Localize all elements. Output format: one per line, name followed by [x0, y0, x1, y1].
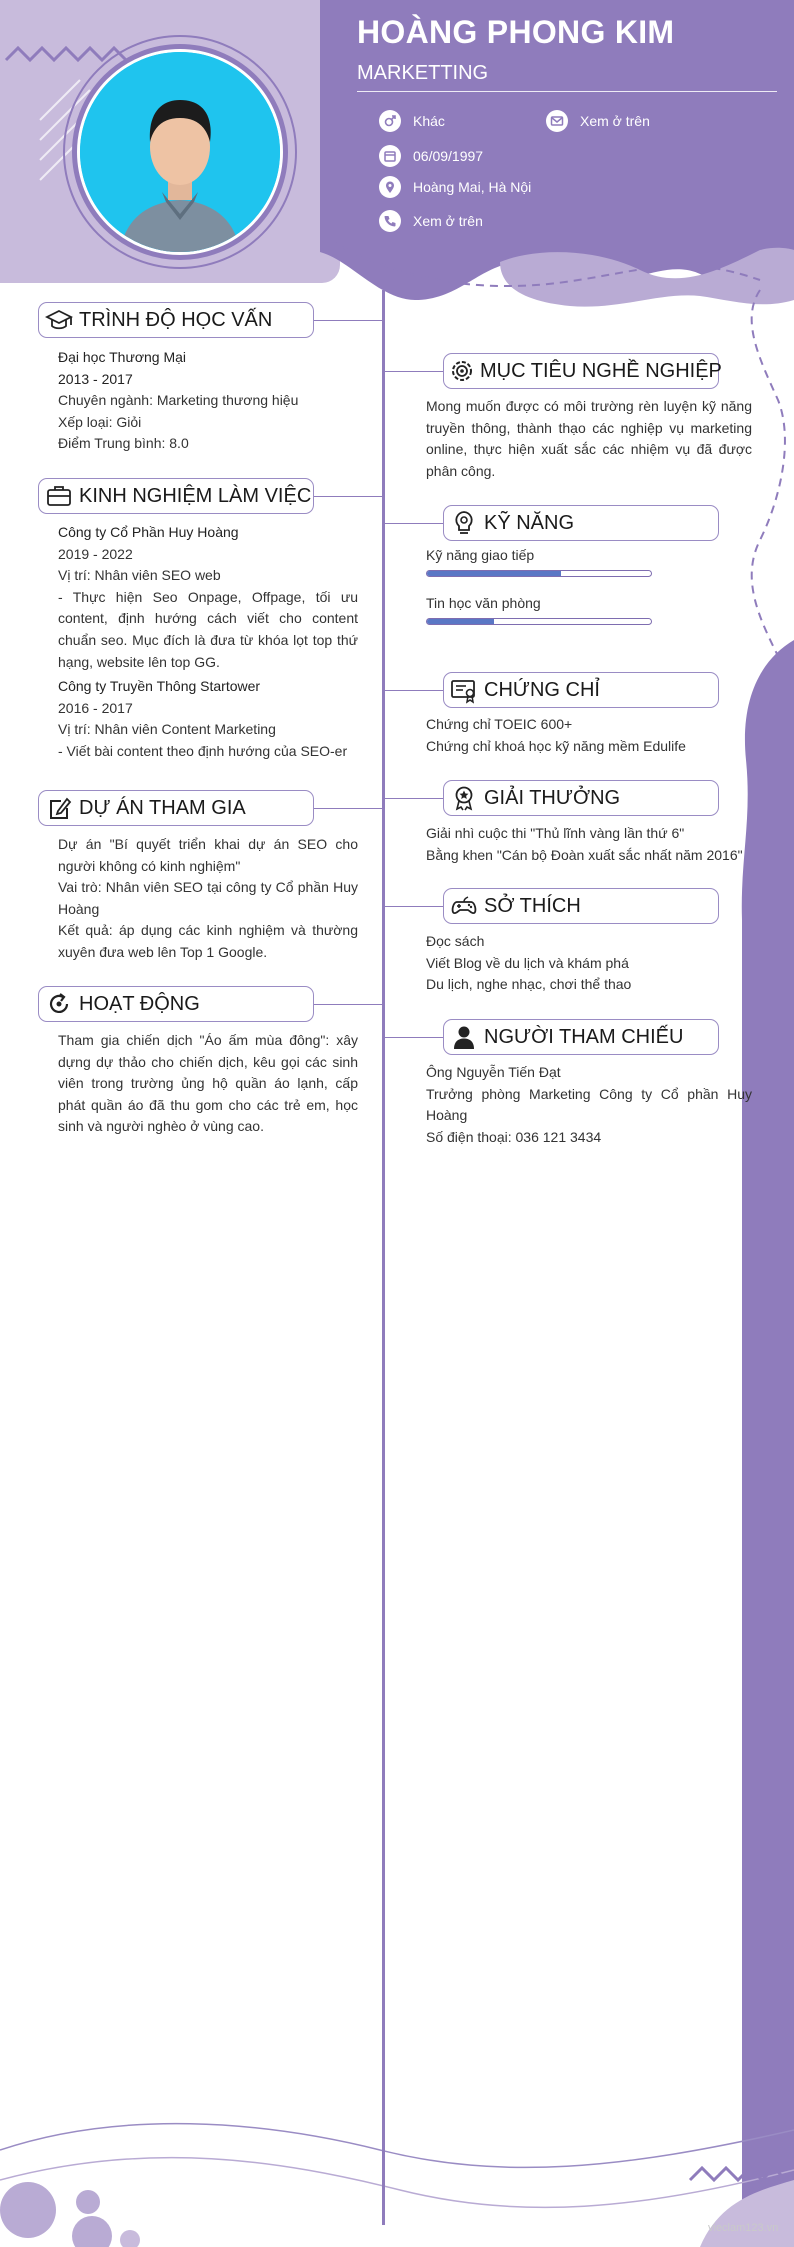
projects-connector: [312, 808, 382, 809]
education-period: 2013 - 2017: [58, 370, 133, 387]
job-position: Vị trí: Nhân viên Content Marketing: [58, 721, 276, 738]
project-line: Dự án "Bí quyết triển khai dự án SEO cho người không có kinh nghiệm": [58, 836, 358, 874]
experience-connector: [312, 496, 382, 497]
watermark: vieclam123.vn: [708, 2222, 779, 2234]
references-title: NGƯỜI THAM CHIẾU: [484, 1025, 684, 1048]
hobbies-body: [426, 931, 746, 996]
phone-icon: [379, 210, 401, 232]
job-period: 2016 - 2017: [58, 699, 133, 716]
award-item: Giải nhì cuộc thi "Thủ lĩnh vàng lần thứ 6": [426, 825, 685, 841]
awards-header: [443, 780, 719, 816]
job-position: Vị trí: Nhân viên SEO web: [58, 567, 221, 584]
location-pin-icon: [379, 176, 401, 198]
reference-position: Trưởng phòng Marketing Công ty Cổ phần Huy Hoàng: [426, 1085, 752, 1124]
project-line: Vai trò: Nhân viên SEO tại công ty Cổ phần Huy Hoàng: [58, 879, 358, 917]
hobby-item: Du lịch, nghe nhạc, chơi thể thao: [426, 976, 632, 993]
certificate-icon: [448, 674, 480, 706]
education-title: TRÌNH ĐỘ HỌC VẤN: [79, 308, 273, 331]
timeline-line: [382, 290, 385, 2225]
references-header: [443, 1019, 719, 1055]
medal-icon: [448, 782, 480, 814]
email-value[interactable]: Xem ở trên: [580, 113, 650, 129]
education-header: [38, 302, 314, 338]
avatar: [80, 52, 280, 252]
skill-name: Tin học văn phòng: [426, 595, 541, 611]
education-school: Đại học Thương Mại: [58, 349, 187, 365]
gender-icon: [379, 110, 401, 132]
references-body: [426, 1062, 752, 1148]
gender-value: Khác: [413, 113, 445, 129]
experience-header: [38, 478, 314, 514]
lightbulb-icon: [448, 507, 480, 539]
activities-header: [38, 986, 314, 1022]
birthday-row: [379, 145, 483, 167]
job-description: - Thực hiện Seo Onpage, Offpage, tối ưu content, định hướng cách viết cho content chuẩn seo. Mục đích là đưa từ khóa lọt top thứ hạng, website lên top GG.: [58, 588, 358, 670]
education-rank: Xếp loại: Giỏi: [58, 413, 142, 430]
skill-bar-fill: [427, 619, 494, 624]
address-row: [379, 176, 531, 198]
job-company: Công ty Cổ Phần Huy Hoàng: [58, 524, 239, 540]
projects-title: DỰ ÁN THAM GIA: [79, 796, 246, 819]
projects-body: [58, 834, 358, 964]
project-line: Kết quả: áp dụng các kinh nghiệm và thường xuyên đưa web lên Top 1 Google.: [58, 922, 358, 960]
gender-row: [379, 110, 445, 132]
skills-header: [443, 505, 719, 541]
phone-value[interactable]: Xem ở trên: [413, 213, 483, 229]
certificate-item: Chứng chỉ TOEIC 600+: [426, 716, 573, 732]
objective-connector: [385, 371, 445, 372]
awards-connector: [385, 798, 445, 799]
skills-title: KỸ NĂNG: [484, 511, 575, 534]
activities-text: Tham gia chiến dịch "Áo ấm mùa đông": xây dựng dự thảo cho chiến dịch, kêu gọi các sinh viên trong trường ủng hộ quần áo lạnh, cấp phát quần áo đã thu gom cho các trẻ em, học sinh và người nghèo ở vùng cao.: [58, 1032, 358, 1135]
job-period: 2019 - 2022: [58, 545, 133, 562]
award-item: Bằng khen "Cán bộ Đoàn xuất sắc nhất năm 2016": [426, 846, 743, 863]
objective-text: Mong muốn được có môi trường rèn luyện kỹ năng truyền thông, thành thạo các nghiệp vụ marketing online, thực hiện xuất sắc các nhiệm vụ đã được phân công.: [426, 398, 752, 479]
certificates-body: [426, 714, 746, 757]
certificates-connector: [385, 690, 445, 691]
awards-body: [426, 823, 752, 866]
certificate-item: Chứng chỉ khoá học kỹ năng mềm Edulife: [426, 737, 686, 754]
education-body: [58, 347, 320, 455]
certificates-title: CHỨNG CHỈ: [484, 678, 600, 701]
refresh-icon: [43, 988, 75, 1020]
references-connector: [385, 1037, 445, 1038]
education-major: Chuyên ngành: Marketing thương hiệu: [58, 392, 299, 409]
pencil-square-icon: [43, 792, 75, 824]
reference-name: Ông Nguyễn Tiến Đạt: [426, 1064, 561, 1080]
hobbies-connector: [385, 906, 445, 907]
projects-header: [38, 790, 314, 826]
activities-connector: [312, 1004, 382, 1005]
address-value: Hoàng Mai, Hà Nội: [413, 179, 532, 195]
objective-header: [443, 353, 722, 389]
email-icon: [546, 110, 568, 132]
email-row: [546, 110, 650, 132]
job-description: - Viết bài content theo định hướng của SEO-er: [58, 742, 348, 759]
certificates-header: [443, 672, 719, 708]
phone-row: [379, 210, 483, 232]
objective-title: MỤC TIÊU NGHỀ NGHIỆP: [480, 359, 722, 382]
awards-title: GIẢI THƯỞNG: [484, 786, 621, 809]
skill-bar: [426, 618, 652, 625]
skill-bar: [426, 570, 652, 577]
graduation-cap-icon: [43, 304, 75, 336]
experience-title: KINH NGHIỆM LÀM VIỆC: [79, 484, 312, 507]
education-connector: [312, 320, 382, 321]
briefcase-icon: [43, 480, 75, 512]
calendar-icon: [379, 145, 401, 167]
candidate-name: HOÀNG PHONG KIM: [357, 14, 675, 50]
activities-title: HOẠT ĐỘNG: [79, 992, 200, 1015]
hobby-item: Viết Blog về du lịch và khám phá: [426, 954, 629, 971]
person-icon: [448, 1021, 480, 1053]
job-company: Công ty Truyền Thông Startower: [58, 678, 261, 695]
gamepad-icon: [448, 890, 480, 922]
reference-phone: Số điện thoại: 036 121 3434: [426, 1128, 602, 1145]
target-gear-icon: [448, 355, 476, 387]
education-gpa: Điểm Trung bình: 8.0: [58, 435, 189, 452]
skill-bar-fill: [427, 571, 561, 576]
hobby-item: Đọc sách: [426, 933, 485, 949]
experience-body: [58, 522, 358, 763]
candidate-role: MARKETTING: [357, 62, 777, 92]
hobbies-header: [443, 888, 719, 924]
hobbies-title: SỞ THÍCH: [484, 894, 581, 917]
skill-name: Kỹ năng giao tiếp: [426, 547, 535, 563]
birthday-value: 06/09/1997: [413, 148, 484, 164]
skills-connector: [385, 523, 445, 524]
